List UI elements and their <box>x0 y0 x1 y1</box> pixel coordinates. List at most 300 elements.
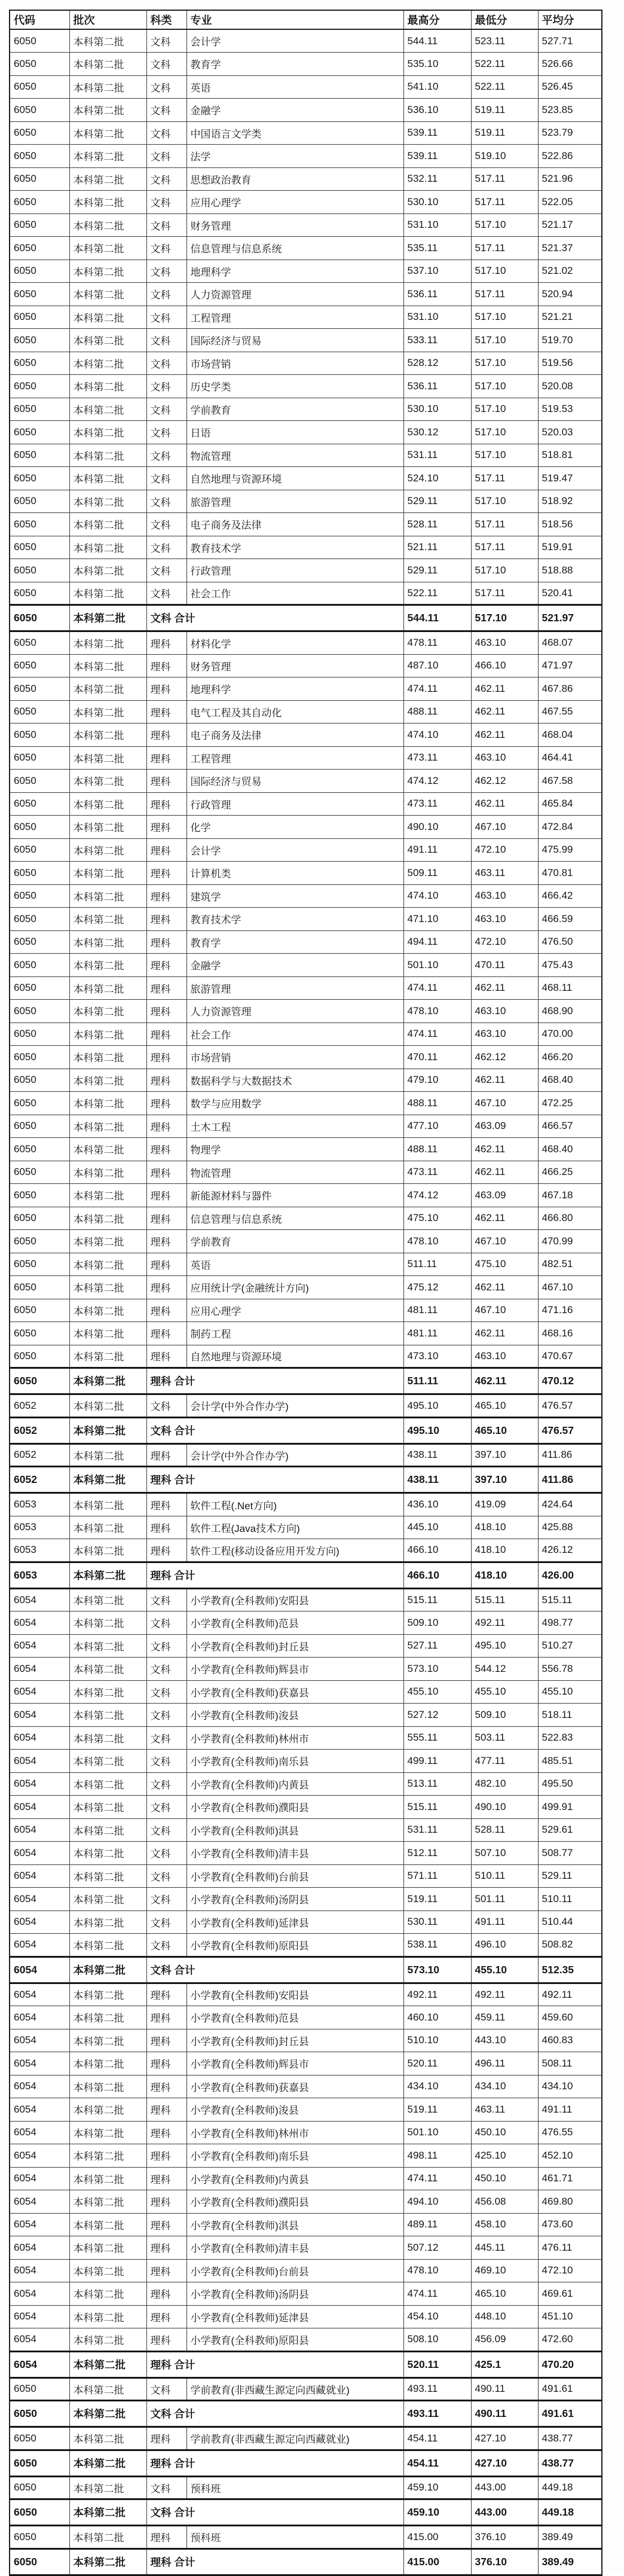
cell-batch: 本科第二批 <box>69 1588 146 1611</box>
cell-code: 6054 <box>10 2144 69 2168</box>
table-row <box>10 260 602 283</box>
cell-batch: 本科第二批 <box>69 1704 146 1727</box>
cell-code: 6054 <box>10 1588 69 1611</box>
cell-category: 文科 <box>146 145 186 168</box>
cell-code: 6050 <box>10 1138 69 1161</box>
cell-average: 467.18 <box>538 1184 602 1207</box>
cell-lowest: 427.10 <box>471 2450 538 2476</box>
cell-lowest: 517.10 <box>471 490 538 513</box>
table-row <box>10 1910 602 1934</box>
cell-lowest: 397.10 <box>471 1467 538 1493</box>
cell-code: 6054 <box>10 1910 69 1934</box>
total-row <box>10 2351 602 2377</box>
table-row <box>10 1207 602 1230</box>
cell-code: 6053 <box>10 1493 69 1516</box>
cell-lowest: 456.09 <box>471 2328 538 2352</box>
cell-code: 6050 <box>10 1069 69 1092</box>
cell-major: 英语 <box>186 75 403 99</box>
cell-major: 学前教育(非西藏生源定向西藏就业) <box>186 2427 403 2450</box>
cell-highest: 415.00 <box>403 2526 471 2549</box>
cell-batch: 本科第二批 <box>69 654 146 677</box>
cell-code: 6050 <box>10 884 69 908</box>
cell-category: 理科 <box>146 976 186 1000</box>
cell-category: 理科 <box>146 2305 186 2328</box>
cell-highest: 507.12 <box>403 2236 471 2260</box>
cell-code: 6050 <box>10 467 69 490</box>
cell-batch: 本科第二批 <box>69 2450 146 2476</box>
cell-code: 6054 <box>10 2213 69 2236</box>
cell-highest: 535.10 <box>403 53 471 76</box>
cell-batch: 本科第二批 <box>69 1184 146 1207</box>
table-row <box>10 746 602 770</box>
total-row <box>10 1957 602 1983</box>
table-row <box>10 1322 602 1345</box>
total-row <box>10 2401 602 2427</box>
cell-major: 小学教育(全科教师)台前县 <box>186 2259 403 2282</box>
cell-lowest: 482.10 <box>471 1772 538 1796</box>
cell-batch: 本科第二批 <box>69 1115 146 1138</box>
cell-category: 文科 <box>146 237 186 260</box>
cell-highest: 520.11 <box>403 2351 471 2377</box>
cell-highest: 499.11 <box>403 1750 471 1773</box>
cell-major: 学前教育 <box>186 1230 403 1253</box>
cell-code: 6054 <box>10 1983 69 2006</box>
cell-lowest: 509.10 <box>471 1704 538 1727</box>
cell-major: 信息管理与信息系统 <box>186 237 403 260</box>
cell-highest: 573.10 <box>403 1957 471 1983</box>
cell-category: 理科 <box>146 1115 186 1138</box>
cell-highest: 474.10 <box>403 724 471 747</box>
cell-category: 理科 <box>146 2526 186 2549</box>
cell-code: 6050 <box>10 724 69 747</box>
cell-highest: 490.10 <box>403 816 471 839</box>
cell-batch: 本科第二批 <box>69 1161 146 1184</box>
cell-code: 6054 <box>10 1658 69 1681</box>
table-row <box>10 75 602 99</box>
cell-average: 499.91 <box>538 1796 602 1819</box>
cell-code: 6052 <box>10 1417 69 1443</box>
cell-highest: 493.11 <box>403 2401 471 2427</box>
cell-code: 6054 <box>10 1726 69 1750</box>
table-row <box>10 862 602 885</box>
cell-category: 理科 <box>146 1138 186 1161</box>
cell-major: 小学教育(全科教师)延津县 <box>186 1910 403 1934</box>
cell-lowest: 517.10 <box>471 375 538 398</box>
cell-lowest: 463.10 <box>471 884 538 908</box>
cell-batch: 本科第二批 <box>69 1726 146 1750</box>
cell-highest: 544.11 <box>403 29 471 53</box>
cell-major: 教育学 <box>186 930 403 954</box>
cell-highest: 459.10 <box>403 2476 471 2499</box>
cell-category-total: 理科 合计 <box>146 1467 403 1493</box>
cell-lowest: 517.10 <box>471 398 538 421</box>
cell-category: 理科 <box>146 1516 186 1539</box>
cell-batch: 本科第二批 <box>69 884 146 908</box>
cell-major: 应用心理学 <box>186 191 403 214</box>
admission-scores-table <box>9 10 602 2576</box>
cell-highest: 536.11 <box>403 375 471 398</box>
cell-code: 6050 <box>10 283 69 306</box>
cell-category: 文科 <box>146 213 186 237</box>
cell-category-total: 理科 合计 <box>146 1562 403 1588</box>
cell-major: 金融学 <box>186 954 403 977</box>
column-header-lowest: 最低分 <box>471 10 538 29</box>
cell-code: 6050 <box>10 1046 69 1069</box>
cell-average: 471.16 <box>538 1299 602 1322</box>
cell-highest: 478.11 <box>403 631 471 655</box>
cell-lowest: 517.11 <box>471 237 538 260</box>
cell-major: 会计学(中外合作办学) <box>186 1394 403 1418</box>
cell-category: 文科 <box>146 1864 186 1888</box>
cell-highest: 454.10 <box>403 2305 471 2328</box>
cell-batch: 本科第二批 <box>69 2305 146 2328</box>
cell-average: 464.41 <box>538 746 602 770</box>
cell-average: 519.70 <box>538 329 602 352</box>
cell-category: 理科 <box>146 884 186 908</box>
cell-average: 526.66 <box>538 53 602 76</box>
cell-batch: 本科第二批 <box>69 816 146 839</box>
table-row <box>10 1069 602 1092</box>
cell-average: 472.25 <box>538 1092 602 1115</box>
cell-major: 旅游管理 <box>186 490 403 513</box>
cell-highest: 445.10 <box>403 1516 471 1539</box>
table-row <box>10 1680 602 1704</box>
cell-batch: 本科第二批 <box>69 1658 146 1681</box>
cell-lowest: 418.10 <box>471 1516 538 1539</box>
cell-lowest: 463.11 <box>471 862 538 885</box>
cell-lowest: 465.10 <box>471 1417 538 1443</box>
table-row <box>10 2167 602 2190</box>
cell-category: 理科 <box>146 2052 186 2076</box>
cell-code: 6050 <box>10 53 69 76</box>
table-row <box>10 2427 602 2450</box>
cell-lowest: 455.10 <box>471 1680 538 1704</box>
cell-batch: 本科第二批 <box>69 2121 146 2144</box>
cell-highest: 493.11 <box>403 2377 471 2401</box>
cell-highest: 474.12 <box>403 770 471 793</box>
table-row <box>10 2328 602 2352</box>
cell-category: 文科 <box>146 306 186 329</box>
cell-lowest: 425.10 <box>471 2144 538 2168</box>
cell-highest: 455.10 <box>403 1680 471 1704</box>
cell-code: 6050 <box>10 306 69 329</box>
cell-lowest: 463.10 <box>471 746 538 770</box>
cell-category: 文科 <box>146 53 186 76</box>
cell-average: 476.11 <box>538 2236 602 2260</box>
cell-code: 6054 <box>10 1750 69 1773</box>
cell-average: 470.12 <box>538 1368 602 1394</box>
cell-batch: 本科第二批 <box>69 1611 146 1635</box>
cell-major: 会计学 <box>186 29 403 53</box>
cell-average: 522.83 <box>538 1726 602 1750</box>
cell-major: 计算机类 <box>186 862 403 885</box>
cell-highest: 531.10 <box>403 306 471 329</box>
cell-lowest: 462.11 <box>471 1276 538 1299</box>
cell-major: 预科班 <box>186 2476 403 2499</box>
cell-code: 6054 <box>10 1864 69 1888</box>
cell-category: 理科 <box>146 1299 186 1322</box>
cell-batch: 本科第二批 <box>69 2213 146 2236</box>
cell-code: 6050 <box>10 191 69 214</box>
cell-highest: 522.11 <box>403 582 471 605</box>
cell-major: 化学 <box>186 816 403 839</box>
cell-code: 6054 <box>10 1957 69 1983</box>
cell-batch: 本科第二批 <box>69 1864 146 1888</box>
table-row <box>10 1299 602 1322</box>
cell-lowest: 517.11 <box>471 513 538 536</box>
cell-highest: 512.11 <box>403 1842 471 1865</box>
cell-category: 理科 <box>146 2427 186 2450</box>
cell-average: 523.79 <box>538 121 602 145</box>
cell-highest: 473.10 <box>403 1345 471 1368</box>
cell-lowest: 472.10 <box>471 838 538 862</box>
cell-highest: 529.11 <box>403 559 471 582</box>
cell-category: 理科 <box>146 2328 186 2352</box>
cell-batch: 本科第二批 <box>69 2377 146 2401</box>
cell-highest: 498.11 <box>403 2144 471 2168</box>
cell-major: 制药工程 <box>186 1322 403 1345</box>
cell-category: 理科 <box>146 908 186 931</box>
cell-highest: 488.11 <box>403 700 471 724</box>
cell-category: 文科 <box>146 582 186 605</box>
cell-highest: 530.11 <box>403 1910 471 1934</box>
cell-code: 6050 <box>10 213 69 237</box>
cell-code: 6050 <box>10 1368 69 1394</box>
cell-average: 520.41 <box>538 582 602 605</box>
cell-category-total: 文科 合计 <box>146 1957 403 1983</box>
cell-category: 理科 <box>146 2213 186 2236</box>
cell-lowest: 510.11 <box>471 1864 538 1888</box>
cell-batch: 本科第二批 <box>69 467 146 490</box>
cell-average: 491.11 <box>538 2098 602 2122</box>
cell-average: 515.11 <box>538 1588 602 1611</box>
cell-category-total: 文科 合计 <box>146 2401 403 2427</box>
cell-category: 理科 <box>146 2167 186 2190</box>
cell-average: 508.82 <box>538 1934 602 1957</box>
cell-lowest: 517.10 <box>471 444 538 467</box>
cell-average: 508.11 <box>538 2052 602 2076</box>
cell-major: 社会工作 <box>186 582 403 605</box>
cell-major: 思想政治教育 <box>186 167 403 191</box>
cell-average: 520.08 <box>538 375 602 398</box>
cell-category: 文科 <box>146 191 186 214</box>
table-row <box>10 29 602 53</box>
cell-batch: 本科第二批 <box>69 582 146 605</box>
total-row <box>10 2499 602 2526</box>
cell-average: 520.03 <box>538 421 602 444</box>
cell-category: 理科 <box>146 1322 186 1345</box>
cell-category: 文科 <box>146 1818 186 1842</box>
cell-highest: 492.11 <box>403 1983 471 2006</box>
cell-code: 6050 <box>10 1322 69 1345</box>
cell-batch: 本科第二批 <box>69 2282 146 2306</box>
cell-lowest: 376.10 <box>471 2548 538 2575</box>
cell-code: 6054 <box>10 2029 69 2052</box>
cell-code: 6054 <box>10 2351 69 2377</box>
cell-lowest: 445.11 <box>471 2236 538 2260</box>
table-row <box>10 513 602 536</box>
cell-code: 6050 <box>10 2526 69 2549</box>
cell-category: 文科 <box>146 1772 186 1796</box>
cell-highest: 478.10 <box>403 1230 471 1253</box>
table-row <box>10 467 602 490</box>
cell-average: 482.51 <box>538 1253 602 1276</box>
cell-average: 512.35 <box>538 1957 602 1983</box>
cell-average: 449.18 <box>538 2476 602 2499</box>
cell-lowest: 517.11 <box>471 582 538 605</box>
cell-average: 438.77 <box>538 2427 602 2450</box>
table-row <box>10 191 602 214</box>
cell-category-total: 理科 合计 <box>146 2548 403 2575</box>
cell-major: 小学教育(全科教师)获嘉县 <box>186 2075 403 2098</box>
cell-average: 476.57 <box>538 1417 602 1443</box>
cell-code: 6050 <box>10 329 69 352</box>
cell-average: 467.86 <box>538 677 602 701</box>
cell-lowest: 459.11 <box>471 2006 538 2029</box>
cell-average: 451.10 <box>538 2305 602 2328</box>
cell-lowest: 523.11 <box>471 29 538 53</box>
cell-major: 信息管理与信息系统 <box>186 1207 403 1230</box>
table-row <box>10 1046 602 1069</box>
cell-highest: 535.11 <box>403 237 471 260</box>
cell-major: 小学教育(全科教师)南乐县 <box>186 1750 403 1773</box>
cell-batch: 本科第二批 <box>69 99 146 122</box>
cell-lowest: 443.00 <box>471 2476 538 2499</box>
cell-code: 6050 <box>10 2401 69 2427</box>
cell-batch: 本科第二批 <box>69 75 146 99</box>
cell-major: 应用统计学(金融统计方向) <box>186 1276 403 1299</box>
cell-category-total: 文科 合计 <box>146 605 403 631</box>
cell-major: 小学教育(全科教师)清丰县 <box>186 2236 403 2260</box>
table-row <box>10 1161 602 1184</box>
cell-average: 518.81 <box>538 444 602 467</box>
cell-average: 529.61 <box>538 1818 602 1842</box>
cell-category: 文科 <box>146 29 186 53</box>
cell-batch: 本科第二批 <box>69 1023 146 1046</box>
cell-average: 438.77 <box>538 2450 602 2476</box>
cell-major: 小学教育(全科教师)原阳县 <box>186 1934 403 1957</box>
table-row <box>10 1092 602 1115</box>
cell-highest: 536.11 <box>403 283 471 306</box>
cell-category: 理科 <box>146 930 186 954</box>
cell-highest: 489.11 <box>403 2213 471 2236</box>
cell-average: 389.49 <box>538 2548 602 2575</box>
cell-lowest: 507.10 <box>471 1842 538 1865</box>
cell-category: 文科 <box>146 1750 186 1773</box>
cell-highest: 529.11 <box>403 490 471 513</box>
cell-major: 新能源材料与器件 <box>186 1184 403 1207</box>
cell-lowest: 517.11 <box>471 536 538 559</box>
cell-highest: 487.10 <box>403 654 471 677</box>
table-row <box>10 2075 602 2098</box>
cell-highest: 511.11 <box>403 1253 471 1276</box>
cell-batch: 本科第二批 <box>69 2476 146 2499</box>
cell-code: 6054 <box>10 2167 69 2190</box>
cell-lowest: 503.11 <box>471 1726 538 1750</box>
cell-lowest: 463.10 <box>471 631 538 655</box>
cell-code: 6050 <box>10 145 69 168</box>
cell-average: 518.11 <box>538 1704 602 1727</box>
cell-major: 小学教育(全科教师)辉县市 <box>186 1658 403 1681</box>
cell-highest: 474.11 <box>403 2282 471 2306</box>
cell-highest: 501.10 <box>403 2121 471 2144</box>
cell-highest: 508.10 <box>403 2328 471 2352</box>
cell-code: 6054 <box>10 2328 69 2352</box>
cell-highest: 470.11 <box>403 1046 471 1069</box>
cell-category: 文科 <box>146 352 186 375</box>
table-row <box>10 1704 602 1727</box>
cell-lowest: 467.10 <box>471 1230 538 1253</box>
cell-highest: 539.11 <box>403 145 471 168</box>
cell-average: 455.10 <box>538 1680 602 1704</box>
cell-major: 小学教育(全科教师)林州市 <box>186 2121 403 2144</box>
cell-average: 518.92 <box>538 490 602 513</box>
cell-batch: 本科第二批 <box>69 930 146 954</box>
cell-batch: 本科第二批 <box>69 398 146 421</box>
cell-batch: 本科第二批 <box>69 2190 146 2214</box>
table-row <box>10 99 602 122</box>
cell-highest: 434.10 <box>403 2075 471 2098</box>
cell-batch: 本科第二批 <box>69 2098 146 2122</box>
table-row <box>10 582 602 605</box>
table-row <box>10 1394 602 1418</box>
table-row <box>10 536 602 559</box>
cell-average: 468.04 <box>538 724 602 747</box>
cell-highest: 521.11 <box>403 536 471 559</box>
cell-highest: 474.11 <box>403 2167 471 2190</box>
cell-batch: 本科第二批 <box>69 954 146 977</box>
cell-code: 6050 <box>10 862 69 885</box>
cell-category: 理科 <box>146 2098 186 2122</box>
cell-major: 电子商务及法律 <box>186 724 403 747</box>
cell-code: 6054 <box>10 2075 69 2098</box>
table-body <box>10 29 602 2575</box>
cell-average: 467.10 <box>538 1276 602 1299</box>
cell-batch: 本科第二批 <box>69 421 146 444</box>
cell-code: 6050 <box>10 654 69 677</box>
cell-category: 文科 <box>146 1634 186 1658</box>
cell-highest: 571.11 <box>403 1864 471 1888</box>
cell-category: 理科 <box>146 838 186 862</box>
cell-batch: 本科第二批 <box>69 1516 146 1539</box>
cell-code: 6054 <box>10 2190 69 2214</box>
cell-category: 文科 <box>146 513 186 536</box>
cell-batch: 本科第二批 <box>69 2006 146 2029</box>
cell-code: 6053 <box>10 1516 69 1539</box>
cell-batch: 本科第二批 <box>69 862 146 885</box>
cell-highest: 415.00 <box>403 2548 471 2575</box>
cell-highest: 528.12 <box>403 352 471 375</box>
table-row <box>10 908 602 931</box>
cell-lowest: 465.10 <box>471 1394 538 1418</box>
table-row <box>10 1516 602 1539</box>
cell-code: 6050 <box>10 746 69 770</box>
cell-batch: 本科第二批 <box>69 1750 146 1773</box>
cell-major: 数学与应用数学 <box>186 1092 403 1115</box>
cell-code: 6054 <box>10 1888 69 1911</box>
cell-average: 389.49 <box>538 2526 602 2549</box>
cell-batch: 本科第二批 <box>69 631 146 655</box>
table-row <box>10 2305 602 2328</box>
cell-lowest: 462.11 <box>471 724 538 747</box>
cell-code: 6050 <box>10 421 69 444</box>
cell-major: 物流管理 <box>186 444 403 467</box>
cell-highest: 530.10 <box>403 191 471 214</box>
cell-lowest: 463.10 <box>471 1023 538 1046</box>
table-row <box>10 930 602 954</box>
cell-batch: 本科第二批 <box>69 1562 146 1588</box>
cell-batch: 本科第二批 <box>69 1230 146 1253</box>
